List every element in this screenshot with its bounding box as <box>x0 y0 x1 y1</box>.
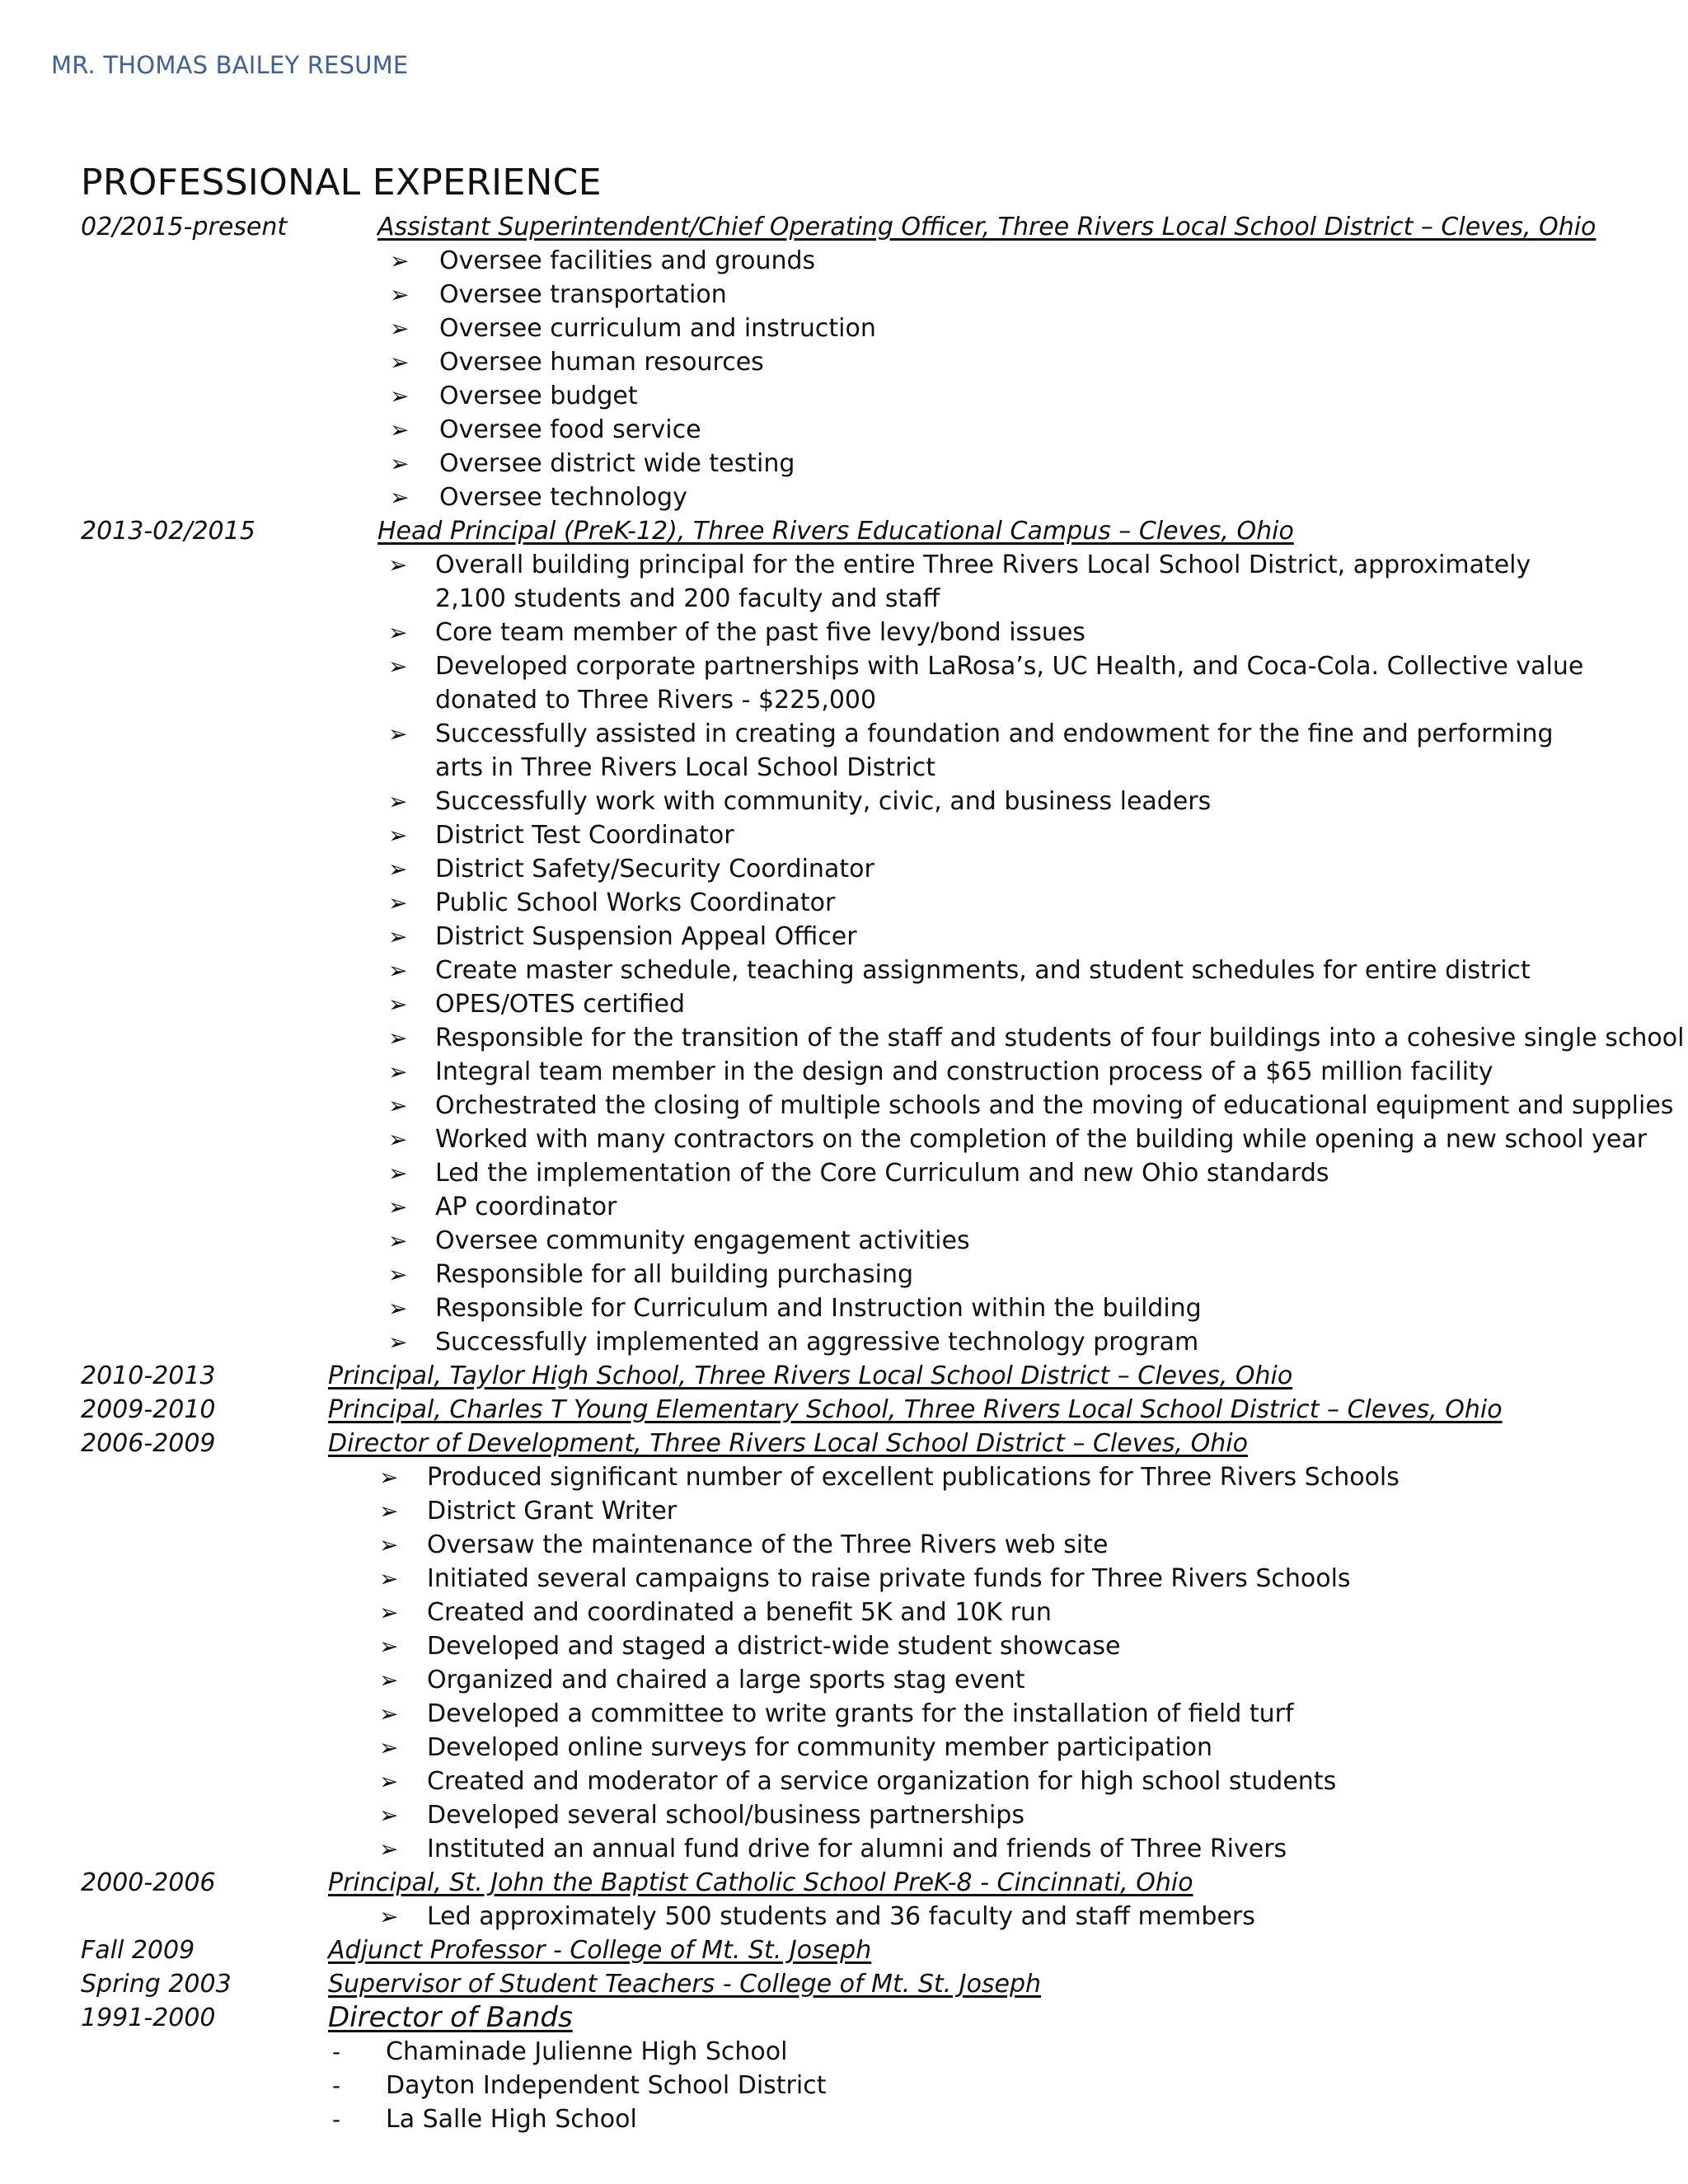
list-item-text: AP coordinator <box>435 1193 617 1221</box>
arrowhead-bullet-icon: ➢ <box>388 1193 408 1221</box>
list-item-text: Developed several school/business partnerships <box>427 1801 1025 1830</box>
list-item <box>81 954 1647 987</box>
job-date: 2010-2013 <box>81 1361 216 1390</box>
list-item-text: Oversee human resources <box>439 348 764 377</box>
list-item <box>81 1731 1647 1765</box>
list-item <box>81 413 1647 447</box>
arrowhead-bullet-icon: ➢ <box>388 1160 408 1187</box>
arrowhead-bullet-icon: ➢ <box>388 1227 408 1254</box>
list-item-text: District Test Coordinator <box>435 821 734 850</box>
list-item-text: Dayton Independent School District <box>386 2071 827 2100</box>
list-item <box>81 649 1647 717</box>
list-item <box>81 548 1647 616</box>
list-item <box>81 987 1647 1021</box>
arrowhead-bullet-icon: ➢ <box>379 1903 399 1930</box>
arrowhead-bullet-icon: ➢ <box>388 855 408 883</box>
list-item-text: Developed and staged a district-wide student showcase <box>427 1632 1121 1661</box>
arrowhead-bullet-icon: ➢ <box>379 1599 399 1626</box>
arrowhead-bullet-icon: ➢ <box>390 382 410 410</box>
list-item-text: Successfully work with community, civic, and business leaders <box>435 787 1212 816</box>
list-item-text: Responsible for the transition of the staff and students of four buildings into a cohesive single school <box>435 1024 1685 1052</box>
job-title: Adjunct Professor - College of Mt. St. Joseph <box>328 1936 872 1965</box>
list-item-text: OPES/OTES certified <box>435 990 686 1019</box>
list-item-text: Oversaw the maintenance of the Three Rivers web site <box>427 1530 1109 1559</box>
list-item <box>81 1122 1647 1156</box>
job-title: Director of Bands <box>328 2001 573 2034</box>
arrowhead-bullet-icon: ➢ <box>388 720 408 748</box>
list-item <box>81 2069 1647 2102</box>
list-item-text: Worked with many contractors on the completion of the building while opening a new school year <box>435 1125 1648 1154</box>
arrowhead-bullet-icon: ➢ <box>388 1092 408 1119</box>
job-date: Fall 2009 <box>81 1936 195 1965</box>
list-item-text: Responsible for Curriculum and Instruction within the building <box>435 1294 1202 1323</box>
list-item <box>81 1562 1647 1596</box>
arrowhead-bullet-icon: ➢ <box>379 1565 399 1592</box>
arrowhead-bullet-icon: ➢ <box>388 1329 408 1356</box>
dash-bullet-icon: - <box>332 2106 341 2133</box>
job-entry <box>81 1866 1647 1900</box>
list-item-text: District Safety/Security Coordinator <box>435 855 874 883</box>
job-date: 2009-2010 <box>81 1395 216 1424</box>
job-title: Principal, Charles T Young Elementary School, Three Rivers Local School District – Cleves, Ohio <box>328 1395 1503 1424</box>
list-item <box>81 1697 1647 1731</box>
list-item <box>81 1596 1647 1629</box>
list-item <box>81 717 1647 785</box>
list-item-text: District Grant Writer <box>427 1497 678 1526</box>
list-item-text: Successfully assisted in creating a foundation and endowment for the fine and performing arts in Three Rivers Local School District <box>435 719 1554 782</box>
list-item-text: Developed online surveys for community member participation <box>427 1733 1213 1762</box>
arrowhead-bullet-icon: ➢ <box>379 1531 399 1558</box>
list-item <box>81 1224 1647 1258</box>
job-date: 2013-02/2015 <box>81 517 256 546</box>
list-item-text: Chaminade Julienne High School <box>386 2037 788 2066</box>
list-item-text: Public School Works Coordinator <box>435 888 836 917</box>
arrowhead-bullet-icon: ➢ <box>390 349 410 376</box>
list-item-text: Core team member of the past five levy/bond issues <box>435 618 1085 647</box>
list-item <box>81 1494 1647 1528</box>
list-item-text: Oversee district wide testing <box>439 449 795 478</box>
job-entry <box>81 2001 1647 2035</box>
list-item <box>81 379 1647 413</box>
list-item-text: Oversee transportation <box>439 280 727 309</box>
arrowhead-bullet-icon: ➢ <box>379 1666 399 1694</box>
arrowhead-bullet-icon: ➢ <box>388 991 408 1018</box>
list-item <box>81 244 1647 278</box>
list-item <box>81 1798 1647 1832</box>
arrowhead-bullet-icon: ➢ <box>390 281 410 308</box>
job-entry <box>81 1427 1647 1460</box>
job-title: Principal, Taylor High School, Three Rivers Local School District – Cleves, Ohio <box>328 1361 1293 1390</box>
list-item-text: Oversee curriculum and instruction <box>439 314 876 343</box>
arrowhead-bullet-icon: ➢ <box>388 923 408 950</box>
arrowhead-bullet-icon: ➢ <box>379 1700 399 1727</box>
list-item <box>81 1055 1647 1089</box>
resume-header: MR. THOMAS BAILEY RESUME <box>51 51 409 79</box>
list-item-text: Oversee community engagement activities <box>435 1226 970 1255</box>
arrowhead-bullet-icon: ➢ <box>388 1126 408 1153</box>
list-item <box>81 1190 1647 1224</box>
job-entry <box>81 1359 1647 1393</box>
job-entry <box>81 1967 1647 2001</box>
job-date: 1991-2000 <box>81 2004 216 2032</box>
list-item <box>81 1832 1647 1866</box>
dash-bullet-icon: - <box>332 2038 341 2065</box>
arrowhead-bullet-icon: ➢ <box>388 1058 408 1085</box>
arrowhead-bullet-icon: ➢ <box>388 653 408 680</box>
arrowhead-bullet-icon: ➢ <box>379 1633 399 1660</box>
list-item <box>81 785 1647 818</box>
list-item <box>81 1528 1647 1562</box>
list-item-text: Produced significant number of excellent publications for Three Rivers Schools <box>427 1463 1400 1492</box>
list-item-text: Developed a committee to write grants for the installation of field turf <box>427 1699 1294 1728</box>
list-item <box>81 1325 1647 1359</box>
job-entry <box>81 1933 1647 1967</box>
arrowhead-bullet-icon: ➢ <box>388 822 408 849</box>
list-item <box>81 1258 1647 1291</box>
job-date: 02/2015-present <box>81 213 288 241</box>
list-item <box>81 1089 1674 1122</box>
list-item-text: Led the implementation of the Core Curriculum and new Ohio standards <box>435 1159 1329 1188</box>
list-item-text: Created and moderator of a service organization for high school students <box>427 1767 1337 1796</box>
job-date: Spring 2003 <box>81 1970 232 1999</box>
list-item <box>81 2102 1647 2136</box>
list-item-text: Instituted an annual fund drive for alumni and friends of Three Rivers <box>427 1835 1287 1863</box>
job-entry <box>81 210 1647 244</box>
job-date: 2006-2009 <box>81 1429 216 1458</box>
list-item-text: Integral team member in the design and construction process of a $65 million facility <box>435 1057 1493 1086</box>
arrowhead-bullet-icon: ➢ <box>388 619 408 646</box>
list-item-text: District Suspension Appeal Officer <box>435 922 857 951</box>
arrowhead-bullet-icon: ➢ <box>388 1024 408 1052</box>
arrowhead-bullet-icon: ➢ <box>390 416 410 443</box>
list-item-text: Led approximately 500 students and 36 faculty and staff members <box>427 1902 1255 1931</box>
list-item <box>81 1765 1647 1798</box>
list-item-text: La Salle High School <box>386 2105 637 2134</box>
arrowhead-bullet-icon: ➢ <box>379 1768 399 1795</box>
job-entry <box>81 1393 1647 1427</box>
arrowhead-bullet-icon: ➢ <box>390 484 410 511</box>
list-item <box>81 278 1647 312</box>
arrowhead-bullet-icon: ➢ <box>388 788 408 815</box>
list-item <box>81 1663 1647 1697</box>
arrowhead-bullet-icon: ➢ <box>388 889 408 916</box>
arrowhead-bullet-icon: ➢ <box>390 247 410 274</box>
list-item <box>81 1291 1647 1325</box>
list-item <box>81 1900 1647 1933</box>
list-item <box>81 2035 1647 2069</box>
list-item-text: Responsible for all building purchasing <box>435 1260 914 1289</box>
list-item-text: Oversee budget <box>439 382 638 410</box>
list-item-text: Organized and chaired a large sports stag event <box>427 1666 1025 1694</box>
list-item <box>81 345 1647 379</box>
list-item <box>81 1629 1647 1663</box>
arrowhead-bullet-icon: ➢ <box>388 551 408 579</box>
dash-bullet-icon: - <box>332 2072 341 2099</box>
arrowhead-bullet-icon: ➢ <box>379 1464 399 1491</box>
arrowhead-bullet-icon: ➢ <box>388 957 408 984</box>
job-title: Assistant Superintendent/Chief Operating Officer, Three Rivers Local School District – Cleves, Ohio <box>377 213 1597 241</box>
job-entry <box>81 514 1647 548</box>
list-item <box>81 886 1647 920</box>
section-title: PROFESSIONAL EXPERIENCE <box>81 162 602 204</box>
list-item-text: Overall building principal for the entire Three Rivers Local School District, approximately 2,100 students and 200 faculty and staff <box>435 551 1531 613</box>
list-item <box>81 920 1647 954</box>
list-item <box>81 1460 1647 1494</box>
list-item <box>81 312 1647 345</box>
list-item <box>81 616 1647 649</box>
list-item <box>81 852 1647 886</box>
list-item-text: Create master schedule, teaching assignments, and student schedules for entire district <box>435 956 1531 985</box>
list-item <box>81 818 1647 852</box>
arrowhead-bullet-icon: ➢ <box>390 315 410 342</box>
job-title: Supervisor of Student Teachers - College of Mt. St. Joseph <box>328 1970 1042 1999</box>
list-item <box>81 1156 1647 1190</box>
arrowhead-bullet-icon: ➢ <box>388 1261 408 1288</box>
job-date: 2000-2006 <box>81 1868 216 1897</box>
list-item-text: Oversee food service <box>439 415 701 444</box>
arrowhead-bullet-icon: ➢ <box>379 1734 399 1761</box>
experience-list <box>81 210 1685 2136</box>
job-title: Head Principal (PreK-12), Three Rivers Educational Campus – Cleves, Ohio <box>377 517 1294 546</box>
list-item-text: Orchestrated the closing of multiple schools and the moving of educational equipment and supplies <box>435 1091 1674 1120</box>
list-item-text: Successfully implemented an aggressive technology program <box>435 1328 1199 1357</box>
arrowhead-bullet-icon: ➢ <box>379 1835 399 1863</box>
list-item-text: Developed corporate partnerships with LaRosa’s, UC Health, and Coca-Cola. Collective value donated to Three Rivers - $225,000 <box>435 652 1584 715</box>
list-item-text: Initiated several campaigns to raise private funds for Three Rivers Schools <box>427 1564 1351 1593</box>
list-item <box>81 1021 1685 1055</box>
list-item <box>81 447 1647 480</box>
list-item-text: Created and coordinated a benefit 5K and 10K run <box>427 1598 1052 1627</box>
arrowhead-bullet-icon: ➢ <box>388 1295 408 1322</box>
list-item-text: Oversee technology <box>439 483 687 512</box>
job-title: Principal, St. John the Baptist Catholic School PreK-8 - Cincinnati, Ohio <box>328 1868 1193 1897</box>
list-item <box>81 480 1647 514</box>
arrowhead-bullet-icon: ➢ <box>390 450 410 477</box>
list-item-text: Oversee facilities and grounds <box>439 246 816 275</box>
arrowhead-bullet-icon: ➢ <box>379 1497 399 1525</box>
job-title: Director of Development, Three Rivers Local School District – Cleves, Ohio <box>328 1429 1248 1458</box>
arrowhead-bullet-icon: ➢ <box>379 1802 399 1829</box>
